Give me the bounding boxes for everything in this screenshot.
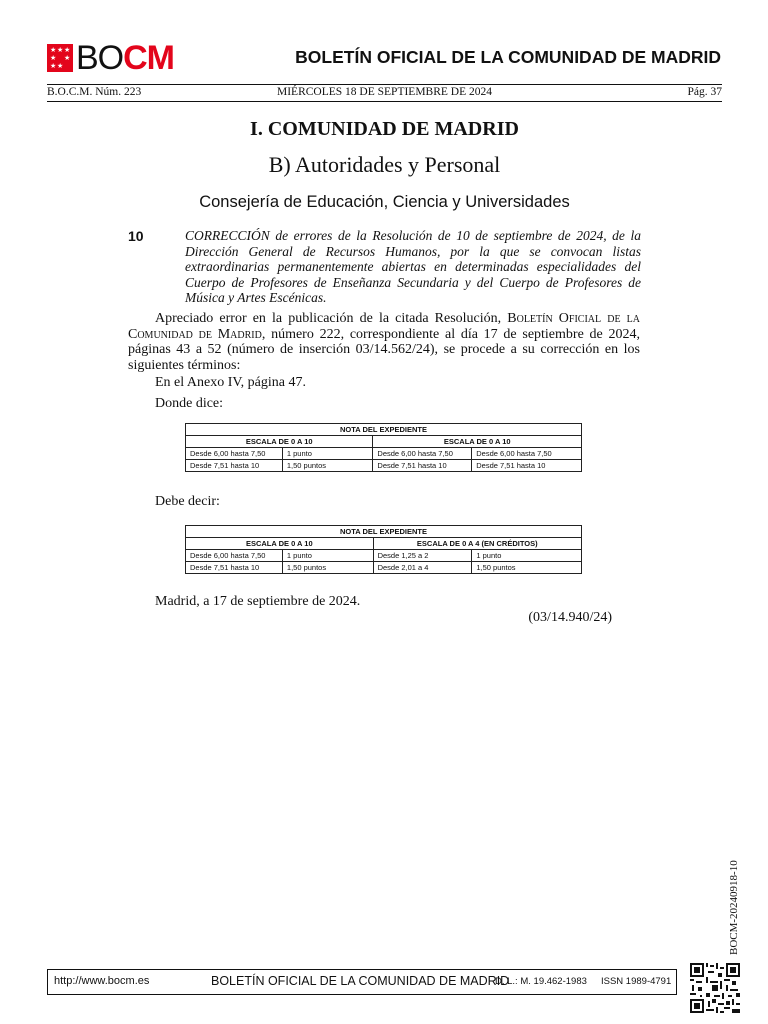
table-row: Desde 6,00 hasta 7,50 1 punto Desde 6,00 hasta 7,50 Desde 6,00 hasta 7,50 — [186, 448, 582, 460]
legal-deposit: D. L.: M. 19.462-1983 — [495, 976, 587, 987]
table-incorrect — [185, 423, 582, 472]
issue-date: MIÉRCOLES 18 DE SEPTIEMBRE DE 2024 — [277, 86, 492, 98]
footer-website-link[interactable]: http://www.bocm.es — [54, 975, 150, 987]
page-number: Pág. 37 — [687, 86, 722, 98]
table-row: Desde 7,51 hasta 10 1,50 puntos Desde 2,01 a 4 1,50 puntos — [186, 562, 582, 574]
entry-summary: CORRECCIÓN de errores de la Resolución de 10 de septiembre de 2024, de la Dirección General de Recursos Humanos, por la que se convocan listas extraordinarias permanentemente abiertas en determinadas especialidades del Cuerpo de Profesores de Enseñanza Secundaria y del Cuerpo de Profesores de Música y Artes Escénicas. — [185, 228, 641, 305]
table-corrected — [185, 525, 582, 574]
madrid-flag-stars-icon: ★ ★ ★ ★ ★ ★ ★ — [47, 44, 73, 72]
table-title: NOTA DEL EXPEDIENTE — [186, 526, 582, 538]
entry-number: 10 — [128, 228, 144, 244]
footer-title: BOLETÍN OFICIAL DE LA COMUNIDAD DE MADRID — [211, 974, 510, 988]
header-rule-bottom — [47, 101, 722, 102]
logo-wordmark: BOCM — [76, 39, 175, 77]
issue-number: B.O.C.M. Núm. 223 — [47, 86, 142, 98]
document-code: BOCM-20240918-10 — [728, 860, 740, 955]
table-left-header: ESCALA DE 0 A 10 — [186, 538, 374, 550]
bocm-logo — [47, 39, 175, 77]
closing-place-date: Madrid, a 17 de septiembre de 2024. — [155, 594, 361, 609]
table-title: NOTA DEL EXPEDIENTE — [186, 424, 582, 436]
header-rule — [47, 84, 722, 85]
section-subtitle: B) Autoridades y Personal — [268, 152, 501, 177]
annex-reference: En el Anexo IV, página 47. — [155, 375, 306, 390]
table-right-header: ESCALA DE 0 A 10 — [373, 436, 582, 448]
table-right-header: ESCALA DE 0 A 4 (EN CRÉDITOS) — [373, 538, 581, 550]
should-say-label: Debe decir: — [155, 494, 220, 509]
table-row: Desde 6,00 hasta 7,50 1 punto Desde 1,25 a 2 1 punto — [186, 550, 582, 562]
section-title: I. COMUNIDAD DE MADRID — [250, 118, 519, 140]
table-left-header: ESCALA DE 0 A 10 — [186, 436, 373, 448]
footer-box — [47, 969, 677, 995]
department-name: Consejería de Educación, Ciencia y Universidades — [199, 193, 570, 211]
bulletin-title: BOLETÍN OFICIAL DE LA COMUNIDAD DE MADRID — [295, 47, 721, 67]
entry-body: Apreciado error en la publicación de la citada Resolución, Boletín Oficial de la Comunidad de Madrid, número 222, correspondiente al día 17 de septiembre de 2024, páginas 43 a 52 (número de inserción 03/14.562/24), se procede a su corrección en los siguientes términos: — [128, 311, 640, 373]
qr-code-icon — [690, 963, 740, 1013]
table-row: Desde 7,51 hasta 10 1,50 puntos Desde 7,51 hasta 10 Desde 7,51 hasta 10 — [186, 460, 582, 472]
where-it-says-label: Donde dice: — [155, 396, 224, 411]
issn: ISSN 1989-4791 — [601, 976, 672, 987]
bulletin-name-smallcaps: Boletín Oficial de la Comunidad de Madrid — [128, 311, 640, 342]
insertion-reference: (03/14.940/24) — [528, 610, 612, 625]
